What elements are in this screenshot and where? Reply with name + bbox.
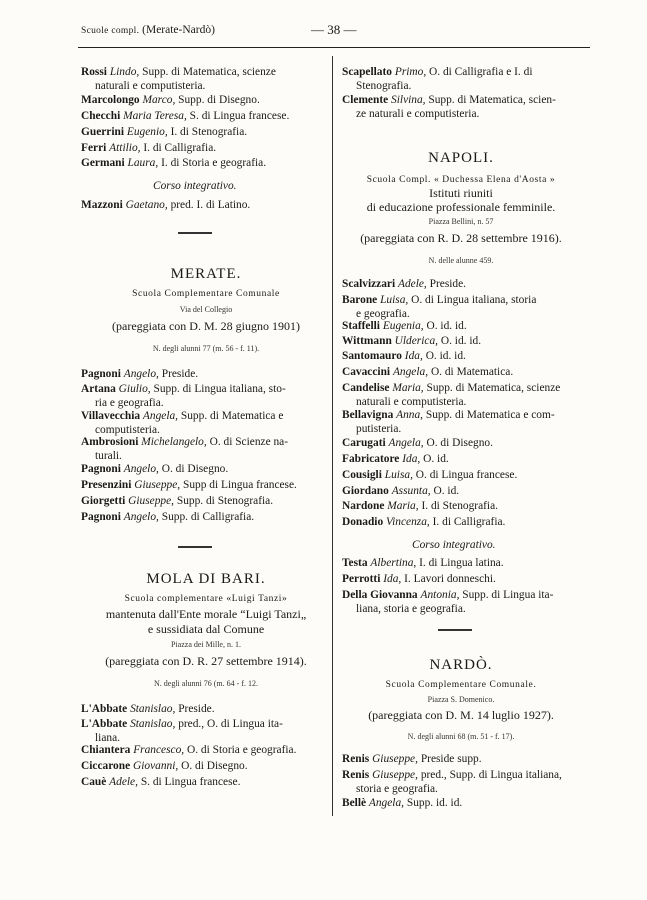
school-address: Piazza Bellini, n. 57 xyxy=(428,217,494,226)
staff-entry: Marcolongo Marco, Supp. di Disegno. xyxy=(81,94,260,106)
school-name: Scuola Compl. « Duchessa Elena d'Aosta » xyxy=(366,175,556,185)
staff-entry: Cavaccini Angela, O. di Matematica. xyxy=(342,366,514,378)
staff-entry: Perrotti Ida, I. Lavori donneschi. xyxy=(342,573,496,585)
pareggiata-note: (pareggiata con D. R. 27 settembre 1914). xyxy=(105,654,307,668)
column-divider xyxy=(332,56,333,816)
town-title: NAPOLI. xyxy=(428,150,494,166)
school-address: Via del Collegio xyxy=(179,305,233,314)
staff-entry: Wittmann Ulderica, O. id. id. xyxy=(342,335,482,347)
staff-entry: Artana Giulio, Supp. di Lingua italiana, sto- ria e geografia. xyxy=(81,383,286,409)
pareggiata-note: (pareggiata con R. D. 28 settembre 1916). xyxy=(360,231,562,245)
staff-entry: Renis Giuseppe, pred., Supp. di Lingua italiana, storia e geografia. xyxy=(342,769,562,795)
pareggiata-note: (pareggiata con D. M. 14 luglio 1927). xyxy=(368,708,554,722)
section-separator xyxy=(178,546,212,548)
staff-entry: Giorgetti Giuseppe, Supp. di Stenografia. xyxy=(81,495,274,507)
town-title: NARDÒ. xyxy=(429,657,493,673)
staff-entry: Scalvizzari Adele, Preside. xyxy=(342,278,467,290)
town-title: MOLA DI BARI. xyxy=(146,571,266,587)
staff-entry: Barone Luisa, O. di Lingua italiana, storia e geografia. xyxy=(342,294,537,320)
staff-entry: Rossi Lindo, Supp. di Matematica, scienze naturali e computisteria. xyxy=(81,66,276,92)
student-count: N. degli alunni 76 (m. 64 - f. 12. xyxy=(154,679,258,688)
student-count: N. delle alunne 459. xyxy=(428,256,494,265)
header-title: Scuole compl. (Merate-Nardò) xyxy=(81,24,215,36)
school-note: Istituti riuniti xyxy=(429,186,493,200)
staff-entry: Pagnoni Angelo, O. di Disegno. xyxy=(81,463,229,475)
school-note: e sussidiata dal Comune xyxy=(147,622,265,636)
school-note: di educazione professionale femminile. xyxy=(366,200,556,214)
staff-entry: Pagnoni Angelo, Preside. xyxy=(81,368,199,380)
staff-entry: Cousigli Luisa, O. di Lingua francese. xyxy=(342,469,518,481)
town-title: MERATE. xyxy=(170,266,242,282)
student-count: N. degli alunni 68 (m. 51 - f. 17). xyxy=(407,732,515,741)
section-separator xyxy=(438,629,472,631)
staff-entry: L'Abbate Stanislao, pred., O. di Lingua ita- liana. xyxy=(81,718,283,744)
staff-entry: Scapellato Primo, O. di Calligrafia e I. di Stenografia. xyxy=(342,66,533,92)
staff-entry: Carugati Angela, O. di Disegno. xyxy=(342,437,493,449)
running-header xyxy=(81,22,583,40)
staff-entry: Donadio Vincenza, I. di Calligrafia. xyxy=(342,516,506,528)
corso-heading: Corso integrativo. xyxy=(153,180,237,192)
school-note: mantenuta dall'Ente morale “Luigi Tanzi„ xyxy=(105,607,307,621)
staff-entry: L'Abbate Stanislao, Preside. xyxy=(81,703,215,715)
school-name: Scuola Complementare Comunale. xyxy=(385,680,537,690)
staff-entry: Renis Giuseppe, Preside supp. xyxy=(342,753,482,765)
staff-entry: Cauè Adele, S. di Lingua francese. xyxy=(81,776,241,788)
staff-entry: Guerrini Eugenio, I. di Stenografia. xyxy=(81,126,248,138)
school-name: Scuola complementare «Luigi Tanzi» xyxy=(124,594,288,604)
section-separator xyxy=(178,232,212,234)
staff-entry: Germani Laura, I. di Storia e geografia. xyxy=(81,157,267,169)
staff-entry: Presenzini Giuseppe, Supp di Lingua francese. xyxy=(81,479,297,491)
pareggiata-note: (pareggiata con D. M. 28 giugno 1901) xyxy=(112,319,300,333)
staff-entry: Ciccarone Giovanni, O. di Disegno. xyxy=(81,760,248,772)
school-name: Scuola Complementare Comunale xyxy=(132,289,280,299)
school-address: Piazza dei Mille, n. 1. xyxy=(171,640,241,649)
school-address: Piazza S. Domenico. xyxy=(427,695,495,704)
staff-entry: Giordano Assunta, O. id. xyxy=(342,485,460,497)
staff-entry: Ferri Attilio, I. di Calligrafia. xyxy=(81,142,217,154)
staff-entry: Clemente Silvina, Supp. di Matematica, scien- ze naturali e computisteria. xyxy=(342,94,556,120)
staff-entry: Bellavigna Anna, Supp. di Matematica e com- putisteria. xyxy=(342,409,555,435)
header-rule xyxy=(78,47,590,48)
staff-entry: Testa Albertina, I. di Lingua latina. xyxy=(342,557,504,569)
staff-entry: Mazzoni Gaetano, pred. I. di Latino. xyxy=(81,199,251,211)
staff-entry: Della Giovanna Antonia, Supp. di Lingua ita- liana, storia e geografia. xyxy=(342,589,554,615)
staff-entry: Villavecchia Angela, Supp. di Matematica e computisteria. xyxy=(81,410,284,436)
staff-entry: Pagnoni Angelo, Supp. di Calligrafia. xyxy=(81,511,255,523)
staff-entry: Staffelli Eugenia, O. id. id. xyxy=(342,320,467,332)
student-count: N. degli alunni 77 (m. 56 - f. 11). xyxy=(152,344,260,353)
staff-entry: Bellè Angela, Supp. id. id. xyxy=(342,797,463,809)
staff-entry: Fabricatore Ida, O. id. xyxy=(342,453,449,465)
staff-entry: Candelise Maria, Supp. di Matematica, scienze naturali e computisteria. xyxy=(342,382,561,408)
staff-entry: Santomauro Ida, O. id. id. xyxy=(342,350,466,362)
corso-heading: Corso integrativo. xyxy=(412,539,496,551)
staff-entry: Nardone Maria, I. di Stenografia. xyxy=(342,500,499,512)
staff-entry: Checchi Maria Teresa, S. di Lingua francese. xyxy=(81,110,290,122)
staff-entry: Chiantera Francesco, O. di Storia e geografia. xyxy=(81,744,297,756)
page-number: — 38 — xyxy=(311,22,357,37)
staff-entry: Ambrosioni Michelangelo, O. di Scienze na- turali. xyxy=(81,436,289,462)
